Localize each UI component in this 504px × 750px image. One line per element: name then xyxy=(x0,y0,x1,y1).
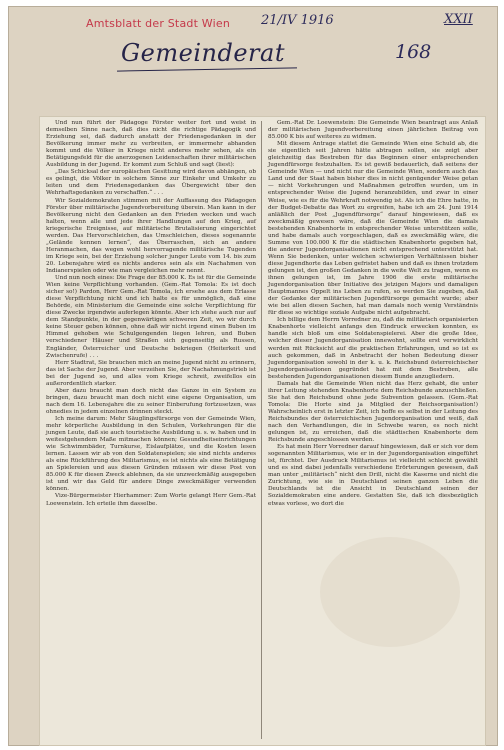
paragraph: Ich billige dem Herrn Vorredner zu, daß die militärisch organisierten Knabenhorte vielleicht anfangs den Eindruck erwecken konnten, es handle sich bloß um eine Soldatenspielerei. Aber die große Idee, welcher dieser Jugendorganisation innewohnt, sollte erst verwirklicht werden mit Rücksicht auf die praktischen Erfahrungen, und so ist es auch gekommen, daß in Anbetracht der hohen Bedeutung dieser Jugendorganisation sowohl in der k. u. k. Reichsbund österreichischer Jugendorganisationen gegründet hat mit dem Bestreben, alle bestehenden Jugendorganisationen diesem Bunde anzugliedern. xyxy=(268,317,478,380)
paragraph: Und nun noch eines: Die Frage der 85.000 K. Es ist für die Gemeinde Wien keine Verpflichtung vorhanden. (Gem.-Rat Tomola: Es ist doch sicher so!) Pardon, Herr Gem.-Rat Tomola, ich ersehe aus dem Erlasse diese Verpflichtung nicht und ich halte es für unmöglich, daß eine Behörde, ein Ministerium die Gemeinde eine solche Verpflichtung für diese Zwecke irgendwie auferlegen könnte. Aber ich stehe auch nur auf dem Standpunkte, in der gegenwärtigen schweren Zeit, wo wir durch keine Steuer geben können, ohne daß wir nicht irgend einen Buben im Himmel gehoben wie Schulgengenden liegen lehren, und Buben verschiedener Häuser und Straßen sich gegenseitig als Russen, Engländer, Österreicher und Deutsche bekriegen (Heiterkeit und Zwischenrufe) . . . xyxy=(46,275,256,359)
paragraph: „Das Schicksal der europäischen Gesittung wird davon abhängen, ob es gelingt, die Völker in solchem Sinne zur Einkehr und Umkehr zu leiten und dem Friedensgedanken das Übergewicht über den Wehrhaftsgedanken zu verschaffen.“ . . . xyxy=(46,169,256,197)
handwritten-volume-number: XXII xyxy=(444,12,473,27)
handwritten-date: 21/IV 1916 xyxy=(261,13,334,28)
paragraph: Es hat mein Herr Vorredner darauf hingewiesen, daß er sich vor dem sogenannten Militarismus, wie er in der Jugendorganisation eingeführt ist, fürchtet. Der Ausdruck Militarismus ist vielleicht schlecht gewählt und es sind dabei jedenfalls verschiedene Erörterungen gewesen, daß man unter „militärisch“ nicht den Drill, nicht die Kaserne und nicht die Zurichtung, wie sie in Deutschland seinen ganzen Leben die Deutschlands ist die Ansicht in Deutschland seinen der Sozialdemokraten eine andere. Gestatten Sie, daß ich diesbezüglich etwas vorlese, wo dort die xyxy=(268,444,478,507)
paragraph: Vize-Bürgermeister Hierhammer: Zum Worte gelangt Herr Gem.-Rat Loewenstein. Ich erteile ihm dasselbe. xyxy=(46,493,256,507)
newspaper-clipping xyxy=(40,117,485,745)
paragraph: Wir Sozialdemokraten stimmen mit der Auffassung des Pädagogen Förster über militärische Jugendvorbereitung überein. Man kann in der Bevölkerung nicht den Gedanken an den Frieden wecken und wach halten, wenn alle und jede ihrer Handlungen auf den Krieg, auf kriegerische Ereignisse, auf militärische Brutalisierung eingerichtet werden. Das Hervorschleichen, das Umschleichen, dieses sogenannte „Gelände kennen lernen“, das Überraschen, sich an andere Heranmachen, das wegen wohl hervorragende militärische Tugenden im Kriege sein, bei der Erziehung solcher junger Leute vom 14. bis zum 20. Lebensjahre wird es nichts anderes sein als ein Nachahmen von Indianerspielen oder wie man vergleichen mehr nennt. xyxy=(46,197,256,274)
source-stamp: Amtsblatt der Stadt Wien xyxy=(86,17,231,30)
column-divider xyxy=(261,121,262,739)
paragraph: Gem.-Rat Dr. Loewenstein: Die Gemeinde Wien beantragt aus Anlaß der militärischen Jugendvorbereitung einen jährlichen Beitrag von 85.000 K bis auf weiteres zu widmen. xyxy=(268,120,478,141)
archive-mount-board xyxy=(8,6,498,746)
right-text-column xyxy=(268,120,478,508)
paragraph: Aber dazu braucht man doch nicht das Ganze in ein System zu bringen, dazu braucht man doch nicht eine eigene Organisation, um nach dem 16. Lebensjahre die zu seiner Einberufung fortzusetzen, was ohnedies in jedem einzelnen drinnen steckt. xyxy=(46,387,256,415)
paragraph: Damals hat die Gemeinde Wien nicht das Herz gehabt, die unter ihrer Leitung stehenden Knabenhorte dem Reichsbunde anzuschließen. Sie hat den Reichsbund ohne jede Subvention gelassen. (Gem.-Rat Tomola: Die Horte sind ja Mitglied der Reichsorganisation!) Wahrscheinlich erst in letzter Zeit, ich hoffe es selbst in der Leitung des Reichsbundes der österreichischen Jugendorganisation und weiß, daß nach den Verhandlungen, die in Schwebe waren, es noch nicht gelungen ist, zu erreichen, daß die städtischen Knabenhorte dem Reichsbunde angeschlossen werden. xyxy=(268,380,478,444)
paragraph: Ich meine darum: Mehr Säuglingsfürsorge von der Gemeinde Wien, mehr körperliche Ausbildung in den Schulen, Vorkehrungen für die jungen Leute, daß sie auch touristische Ausbildung u. s. w. haben und in weitestgehendem Maße mitmachen können; Gesundheitseinrichtungen wie Schwimmbäder, Turnkurse, Eislaufplätze, und die Kosten lesen lernen. Lassen wir ab von den Soldatenspielen; sie sind nichts anderes als eine Rückführung des Militarismus, es ist nichts als eine Betätigung an Spielereien und aus diesen Gründen müssen wir diese Post von 85.000 K für diesen Zweck ablehnen, da sie unzweckmäßig ausgegeben ist und wir das Geld für andere Dinge zweckmäßiger verwenden können. xyxy=(46,415,256,493)
paragraph: Und nun führt der Pädagoge Förster weiter fort und weist in demselben Sinne nach, daß dies nicht die richtige Pädagogik und Erziehung sei, daß dadurch anstatt der Friedensgedanken in der Bevölkerung immer mehr zu verbreiten, er immermehr abhanden kommt und die Völker in Kriege nicht anderes mehr sehen, als ein Betätigungsfeld für die anerzogenen Leidenschaften ihrer militärischen Ausbildung in der Jugend. Er kommt zum Schluß und sagt (liest): xyxy=(46,120,256,169)
heading-underline xyxy=(117,67,297,71)
handwritten-heading: Gemeinderat xyxy=(121,39,285,67)
paragraph: Herr Stadtrat, Sie brauchen mich an meine Jugend nicht zu erinnern, das ist Sache der Jugend. Aber verzeihen Sie, der Nachahmungstrieb ist bei der Jugend so, und alles vom Kriege schreit, zweifellos ein außerordentlich starker. xyxy=(46,359,256,387)
paragraph: Mit diesem Antrage stattet die Gemeinde Wien eine Schuld ab, die sie eigentlich seit Jahren hätte abtragen sollen, sie zeigt aber gleichzeitig das Bestreben für das Beginnen einer entsprechenden Jugendfürsorge festzuhalten. Es ist gewiß bedauerlich, daß seitens der Gemeinde Wien — und nicht nur die Gemeinde Wien, sondern auch das Land und der Staat haben bisher dies in nicht genügender Weise getan — nicht Vorkehrungen und Maßnahmen getroffen wurden, um in entsprechender Weise die Jugend heranzubilden, und zwar in einer Weise, wie es für die Wehrkraft notwendig ist. Als ich die Ehre hatte, in der Budget-Debatte das Wort zu ergreifen, habe ich am 24. Juni 1914 anläßlich der Post „Jugendfürsorge“ darauf hingewiesen, daß es zweckmäßig gewesen wäre, daß die Gemeinde Wien die damals bestehenden Knabenhorte in entsprechender Weise unterstützen solle, und habe damals auch vorgeschlagen, daß es zweckmäßig wäre, die Summe von 100.000 K für die städtischen Knabenhorte gegeben hat, die anderer Jugendorganisationen nicht entsprechend unterstützt hat. Wenn Sie bedenken, unter welchen schwierigen Verhältnissen bisher diese Jugendhorte das Leben gefristet haben und daß es ihnen trotzdem gelungen ist, den großen Gedanken in die weite Welt zu tragen, wenn es ihnen gelungen ist, im Jahre 1906 die erste militärische Jugendorganisation über Initiative des jetzigen Majors und damaligen Hauptmannes Oppelt ins Leben zu rufen, so werden Sie zugeben, daß der Gedanke der militärischen Jugendfürsorge gemacht wurde; aber wie bei allen diesen Sachen, hat man damals noch wenig Verständnis für diese so wichtige soziale Aufgabe nicht aufgebracht. xyxy=(268,141,478,317)
handwritten-folio-number: 168 xyxy=(395,41,432,63)
paper-stain xyxy=(320,537,460,647)
left-text-column xyxy=(46,120,256,508)
